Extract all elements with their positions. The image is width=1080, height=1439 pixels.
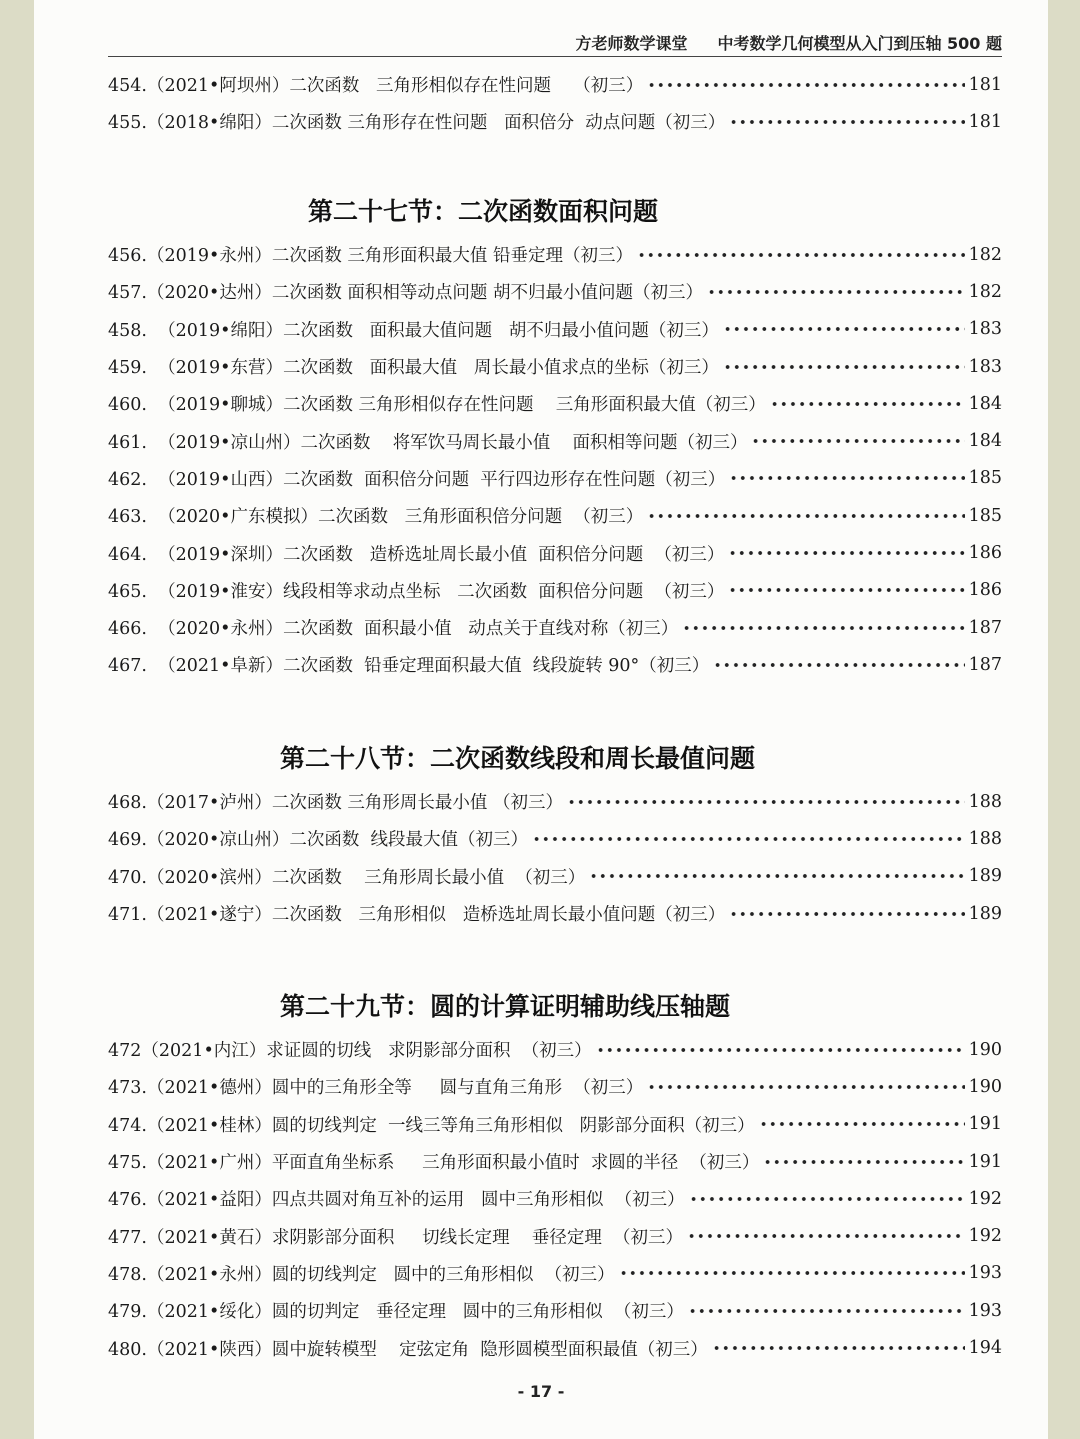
toc-entry-page: 193 bbox=[968, 1300, 1002, 1321]
toc-entry-text: 458. （2019•绵阳）二次函数 面积最大值问题 胡不归最小值问题（初三） bbox=[108, 320, 719, 341]
toc-entry-page: 187 bbox=[968, 617, 1002, 638]
toc-entry-text: 467. （2021•阜新）二次函数 铅垂定理面积最大值 线段旋转 90°（初三） bbox=[108, 656, 710, 677]
toc-entry-page: 191 bbox=[968, 1151, 1002, 1172]
dot-leader bbox=[647, 82, 964, 88]
toc-entry-text: 463. （2020•广东模拟）二次函数 三角形面积倍分问题 （初三） bbox=[108, 507, 644, 528]
toc-entry-text: 464. （2019•深圳）二次函数 造桥选址周长最小值 面积倍分问题 （初三） bbox=[108, 544, 725, 565]
section-title: 第二十七节：二次函数面积问题 bbox=[308, 197, 659, 226]
dot-leader bbox=[567, 799, 965, 805]
toc-entry bbox=[108, 895, 1002, 932]
toc-entry-text: 471.（2021•遂宁）二次函数 三角形相似 造桥选址周长最小值问题（初三） bbox=[108, 905, 726, 926]
dot-leader bbox=[728, 587, 964, 593]
toc-entry-page: 184 bbox=[968, 393, 1002, 414]
toc-entry bbox=[108, 1255, 1002, 1292]
toc-entry-page: 188 bbox=[968, 791, 1002, 812]
toc-entry bbox=[108, 1217, 1002, 1254]
section-title: 第二十九节：圆的计算证明辅助线压轴题 bbox=[280, 992, 731, 1021]
toc-entry bbox=[108, 609, 1002, 646]
toc-entry-text: 475.（2021•广州）平面直角坐标系 三角形面积最小值时 求圆的半径 （初三） bbox=[108, 1153, 760, 1174]
header-author: 方老师数学课堂 bbox=[575, 34, 688, 53]
toc-entry-page: 185 bbox=[968, 468, 1002, 489]
toc-entry-page: 188 bbox=[968, 828, 1002, 849]
toc-entry-page: 186 bbox=[968, 580, 1002, 601]
document-page bbox=[34, 0, 1048, 1439]
dot-leader bbox=[770, 401, 965, 407]
toc-entry-text: 477.（2021•黄石）求阴影部分面积 切线长定理 垂径定理 （初三） bbox=[108, 1227, 684, 1248]
dot-leader bbox=[729, 475, 964, 481]
toc-entry-text: 465. （2019•淮安）线段相等求动点坐标 二次函数 面积倍分问题 （初三） bbox=[108, 581, 725, 602]
toc-entry-page: 191 bbox=[968, 1114, 1002, 1135]
toc-entry bbox=[108, 460, 1002, 497]
toc-entry bbox=[108, 858, 1002, 895]
toc-entry-text: 455.（2018•绵阳）二次函数 三角形存在性问题 面积倍分 动点问题（初三） bbox=[108, 113, 726, 134]
dot-leader bbox=[728, 550, 964, 556]
toc-entry-text: 479.（2021•绥化）圆的切判定 垂径定理 圆中的三角形相似 （初三） bbox=[108, 1302, 684, 1323]
toc-entry bbox=[108, 385, 1002, 422]
toc-entry-text: 457.（2020•达州）二次函数 面积相等动点问题 胡不归最小值问题（初三） bbox=[108, 283, 703, 304]
dot-leader bbox=[751, 438, 964, 444]
toc-entry-text: 462. （2019•山西）二次函数 面积倍分问题 平行四边形存在性问题（初三） bbox=[108, 469, 726, 490]
toc-entry bbox=[108, 1292, 1002, 1329]
toc-entry-text: 474.（2021•桂林）圆的切线判定 一线三等角三角形相似 阴影部分面积（初三） bbox=[108, 1115, 755, 1136]
section-title: 第二十八节：二次函数线段和周长最值问题 bbox=[280, 744, 756, 773]
page-header bbox=[108, 30, 1002, 57]
toc-entry-page: 186 bbox=[968, 543, 1002, 564]
toc-entry-page: 189 bbox=[968, 903, 1002, 924]
toc-entry bbox=[108, 273, 1002, 310]
toc-group-continued bbox=[108, 66, 1002, 141]
toc-entry-text: 461. （2019•凉山州）二次函数 将军饮马周长最小值 面积相等问题（初三） bbox=[108, 432, 748, 453]
toc-entry bbox=[108, 1143, 1002, 1180]
toc-entry-page: 182 bbox=[968, 281, 1002, 302]
page-number: - 17 - bbox=[517, 1382, 565, 1401]
header-book-title: 中考数学几何模型从入门到压轴 500 题 bbox=[717, 34, 1002, 53]
toc-entry-page: 187 bbox=[968, 654, 1002, 675]
toc-entry-text: 476.（2021•益阳）四点共圆对角互补的运用 圆中三角形相似 （初三） bbox=[108, 1190, 685, 1211]
toc-entry-page: 182 bbox=[968, 244, 1002, 265]
toc-entry-page: 183 bbox=[968, 319, 1002, 340]
dot-leader bbox=[689, 1196, 965, 1202]
toc-entry-text: 480.（2021•陕西）圆中旋转模型 定弦定角 隐形圆模型面积最值（初三） bbox=[108, 1339, 708, 1360]
toc-entry-page: 181 bbox=[968, 111, 1002, 132]
toc-entry-page: 181 bbox=[968, 74, 1002, 95]
dot-leader bbox=[596, 1047, 965, 1053]
dot-leader bbox=[532, 836, 965, 842]
toc-entry bbox=[108, 1180, 1002, 1217]
dot-leader bbox=[687, 1233, 965, 1239]
toc-entry bbox=[108, 311, 1002, 348]
toc-entry bbox=[108, 497, 1002, 534]
toc-entry bbox=[108, 103, 1002, 140]
toc-entry-page: 183 bbox=[968, 356, 1002, 377]
dot-leader bbox=[763, 1159, 964, 1165]
dot-leader bbox=[637, 252, 965, 258]
toc-entry-text: 460. （2019•聊城）二次函数 三角形相似存在性问题 三角形面积最大值（初三） bbox=[108, 395, 766, 416]
dot-leader bbox=[712, 1345, 965, 1351]
toc-entry-text: 468.（2017•泸州）二次函数 三角形周长最小值 （初三） bbox=[108, 793, 563, 814]
toc-entry-text: 466. （2020•永州）二次函数 面积最小值 动点关于直线对称（初三） bbox=[108, 619, 679, 640]
toc-entry-page: 189 bbox=[968, 866, 1002, 887]
toc-entry bbox=[108, 422, 1002, 459]
toc-section-29 bbox=[108, 989, 1002, 1367]
toc-entry-text: 473.（2021•德州）圆中的三角形全等 圆与直角三角形 （初三） bbox=[108, 1078, 644, 1099]
toc-entry-page: 194 bbox=[968, 1338, 1002, 1359]
toc-entry bbox=[108, 783, 1002, 820]
toc-entry bbox=[108, 1106, 1002, 1143]
toc-entry bbox=[108, 1329, 1002, 1366]
toc-entry-page: 190 bbox=[968, 1039, 1002, 1060]
dot-leader bbox=[713, 662, 964, 668]
toc-entry bbox=[108, 646, 1002, 683]
toc-section-27 bbox=[108, 194, 1002, 684]
toc-entry-page: 192 bbox=[968, 1226, 1002, 1247]
dot-leader bbox=[759, 1121, 965, 1127]
toc-entry-page: 190 bbox=[968, 1076, 1002, 1097]
toc-entry bbox=[108, 348, 1002, 385]
toc-entry bbox=[108, 572, 1002, 609]
dot-leader bbox=[647, 513, 964, 519]
dot-leader bbox=[682, 625, 964, 631]
toc-entry bbox=[108, 1068, 1002, 1105]
toc-section-28 bbox=[108, 741, 1002, 932]
dot-leader bbox=[723, 326, 965, 332]
dot-leader bbox=[707, 289, 965, 295]
toc-entry-page: 184 bbox=[968, 431, 1002, 452]
dot-leader bbox=[723, 364, 965, 370]
dot-leader bbox=[688, 1308, 965, 1314]
toc-entry-text: 472（2021•内江）求证圆的切线 求阴影部分面积 （初三） bbox=[108, 1041, 592, 1062]
dot-leader bbox=[729, 119, 964, 125]
toc-entry bbox=[108, 534, 1002, 571]
toc-entry bbox=[108, 820, 1002, 857]
toc-entry-text: 470.（2020•滨州）二次函数 三角形周长最小值 （初三） bbox=[108, 867, 586, 888]
toc-entry bbox=[108, 236, 1002, 273]
toc-entry-text: 459. （2019•东营）二次函数 面积最大值 周长最小值求点的坐标（初三） bbox=[108, 358, 719, 379]
toc-entry bbox=[108, 66, 1002, 103]
dot-leader bbox=[729, 911, 964, 917]
toc-entry-page: 193 bbox=[968, 1263, 1002, 1284]
toc-entry bbox=[108, 1031, 1002, 1068]
dot-leader bbox=[589, 873, 964, 879]
toc-entry-page: 192 bbox=[968, 1188, 1002, 1209]
dot-leader bbox=[619, 1270, 965, 1276]
toc-entry-text: 478.（2021•永州）圆的切线判定 圆中的三角形相似 （初三） bbox=[108, 1264, 615, 1285]
toc-entry-text: 456.（2019•永州）二次函数 三角形面积最大值 铅垂定理（初三） bbox=[108, 246, 633, 267]
dot-leader bbox=[647, 1084, 964, 1090]
toc-entry-text: 469.（2020•凉山州）二次函数 线段最大值（初三） bbox=[108, 830, 528, 851]
toc-entry-text: 454.（2021•阿坝州）二次函数 三角形相似存在性问题 （初三） bbox=[108, 76, 644, 97]
toc-entry-page: 185 bbox=[968, 505, 1002, 526]
